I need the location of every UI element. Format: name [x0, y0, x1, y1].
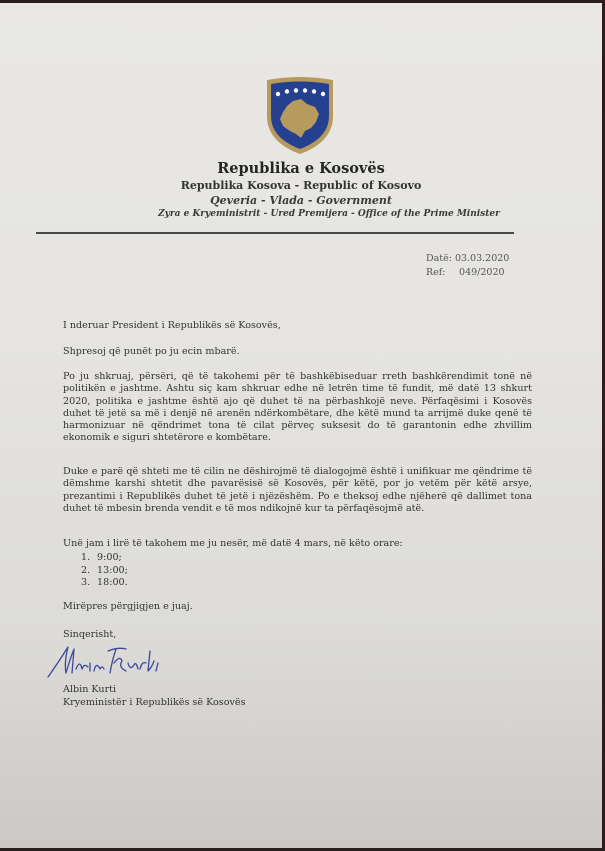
list-item — [81, 577, 128, 590]
handwritten-signature — [46, 641, 166, 681]
meeting-times-list — [81, 552, 128, 590]
valediction: Sinqerisht, — [63, 629, 117, 640]
list-item — [81, 565, 128, 578]
date-line — [426, 253, 509, 264]
letterhead-office: Zyra e Kryeministrit - Ured Premijera - Office of the Prime Minister — [158, 209, 500, 219]
meeting-time: 13:00; — [97, 564, 128, 576]
letter-page — [0, 3, 602, 848]
list-number: 3. — [81, 577, 91, 589]
signatory-title: Kryeministër i Republikës së Kosovës — [63, 697, 246, 708]
list-item — [81, 552, 128, 565]
meeting-time: 18:00. — [97, 577, 128, 589]
letterhead-title: Republika e Kosovës — [217, 160, 385, 177]
ref-label: Ref: — [426, 267, 446, 278]
ref-value: 049/2020 — [459, 267, 505, 278]
list-number: 2. — [81, 564, 91, 576]
list-number: 1. — [81, 552, 91, 563]
date-value: 03.03.2020 — [454, 253, 510, 264]
signatory-name: Albin Kurti — [63, 684, 117, 695]
letterhead-subtitle: Republika Kosova - Republic of Kosovo — [180, 179, 422, 192]
header-divider — [36, 232, 514, 234]
letterhead-government: Qeveria - Vlada - Government — [210, 194, 392, 207]
meeting-time: 9:00; — [97, 552, 122, 563]
closing-line: Mirëpres përgjigjen e juaj. — [63, 601, 193, 612]
paragraph-1: Po ju shkruaj, përsëri, që të takohemi për të bashkëbiseduar rreth bashkërendimit tonë në politikën e jashtme. Ashtu siç kam shkruar edhe në letrën time të fundit, më datë 13 shkurt 2020, politika e jashtme është ajo që duhet të na përbashkojë neve. Përfaqësimi i Kosovës duhet të jetë sa më i denjë në arenën ndërkombëtare, dhe këtë mund ta arrijmë duke qenë të harmonizuar në qëndrimet tona të cilat përveç suksesit do të garantonin edhe zhvillim ekonomik e siguri shtetërore e kombëtare. — [63, 371, 532, 444]
paragraph-2: Duke e parë që shteti me të cilin ne dëshirojmë të dialogojmë është i unifikuar me qëndrime të dëmshme karshi shtetit dhe pavarësisë së Kosovës, për këtë, por jo vetëm për këtë arsye, prezantimi i Republikës duhet të jetë i njëzëshëm. Po e theksoj edhe njëherë që dallimet tona duhet të mbesin brenda vendit e të mos ndikojnë kur ta përfaqësojmë atë. — [63, 466, 532, 514]
greeting: Shpresoj që punët po ju ecin mbarë. — [63, 346, 240, 357]
coat-of-arms-icon — [263, 76, 337, 156]
salutation: I nderuar President i Republikës së Kosovës, — [63, 320, 281, 331]
date-label: Datë: — [426, 253, 452, 264]
ref-line — [426, 267, 505, 278]
paragraph-3: Unë jam i lirë të takohem me ju nesër, më datë 4 mars, në këto orare: — [63, 538, 403, 549]
